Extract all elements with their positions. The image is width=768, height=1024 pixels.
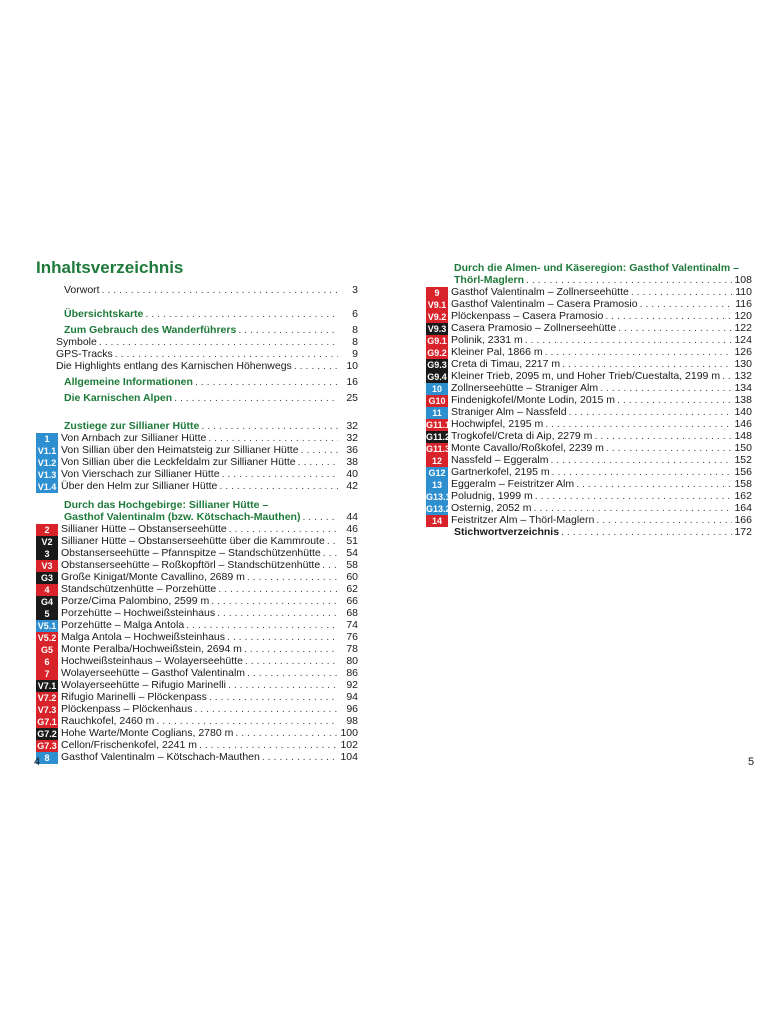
route-badge: V1.1 bbox=[37, 445, 57, 456]
toc-entry-title: Porzehütte – Hochweißsteinhaus bbox=[61, 607, 216, 619]
toc-entry-title: Cellon/Frischenkofel, 2241 m bbox=[61, 739, 197, 751]
toc-entry-title: Zollnerseehütte – Straniger Alm bbox=[451, 382, 599, 394]
toc-entry-title: Nassfeld – Eggeralm bbox=[451, 454, 549, 466]
route-badge: 9 bbox=[426, 287, 448, 299]
toc-entry-page: 60 bbox=[346, 571, 358, 583]
toc-entry-page: 120 bbox=[734, 310, 752, 322]
toc-entry-title: Rauchkofel, 2460 m bbox=[61, 715, 155, 727]
toc-entry-title: Von Sillian über die Leckfeldalm zur Sillianer Hütte bbox=[61, 456, 296, 468]
route-badge: 6 bbox=[36, 656, 58, 668]
toc-entry-title: Obstanserseehütte – Pfannspitze – Standschützenhütte bbox=[61, 547, 321, 559]
route-badge: V9.1 bbox=[427, 299, 447, 310]
toc-entry-title: Findenigkofel/Monte Lodin, 2015 m bbox=[451, 394, 616, 406]
toc-entry-title: Sillianer Hütte – Obstanserseehütte über die Kammroute bbox=[61, 535, 325, 547]
toc-entry-title: Monte Cavallo/Roßkofel, 2239 m bbox=[451, 442, 604, 454]
route-badge: V7.2 bbox=[37, 692, 57, 703]
route-badge: G3 bbox=[36, 572, 58, 584]
toc-entry-title: Über den Helm zur Sillianer Hütte bbox=[61, 480, 218, 492]
toc-entry-title: Durch die Almen- und Käseregion: Gasthof Valentinalm – bbox=[454, 262, 739, 274]
leader-dots bbox=[102, 284, 338, 297]
toc-entry-page: 86 bbox=[346, 667, 358, 679]
route-badge: G11.2 bbox=[426, 431, 451, 442]
toc-entry-page: 96 bbox=[346, 703, 358, 715]
toc-entry-page: 104 bbox=[340, 751, 358, 763]
toc-entry-title: Straniger Alm – Nassfeld bbox=[451, 406, 567, 418]
route-badge: V3 bbox=[36, 560, 58, 572]
toc-entry-title: Casera Pramosio – Zollnerseehütte bbox=[451, 322, 617, 334]
toc-entry-page: 3 bbox=[352, 284, 358, 296]
toc-entry-title: Sillianer Hütte – Obstanserseehütte bbox=[61, 523, 227, 535]
toc-entry-title: Gasthof Valentinalm – Casera Pramosio bbox=[451, 298, 638, 310]
toc-entry bbox=[36, 751, 358, 764]
toc-entry-page: 108 bbox=[734, 274, 752, 286]
route-badge: G9.3 bbox=[427, 359, 447, 370]
leader-dots bbox=[195, 376, 338, 389]
toc-entry-title: Hochwipfel, 2195 m bbox=[451, 418, 544, 430]
page-title: Inhaltsverzeichnis bbox=[36, 258, 184, 277]
toc-entry-title: Gartnerkofel, 2195 m bbox=[451, 466, 550, 478]
toc-entry-page: 8 bbox=[352, 336, 358, 348]
toc-entry-title: Allgemeine Informationen bbox=[64, 376, 193, 388]
toc-entry-title: Wolayerseehütte – Gasthof Valentinalm bbox=[61, 667, 246, 679]
leader-dots bbox=[219, 480, 338, 493]
page-number-left: 4 bbox=[34, 756, 41, 768]
route-badge: V5.1 bbox=[37, 620, 57, 631]
toc-entry-title: Feistritzer Alm – Thörl-Maglern bbox=[451, 514, 595, 526]
route-badge: G9.1 bbox=[427, 335, 447, 346]
toc-entry-page: 62 bbox=[346, 583, 358, 595]
toc-entry-page: 66 bbox=[346, 595, 358, 607]
route-badge: G4 bbox=[36, 596, 58, 608]
route-badge: G9.2 bbox=[427, 347, 447, 358]
toc-entry-page: 32 bbox=[346, 420, 358, 432]
toc-entry bbox=[56, 360, 358, 373]
page-number-right: 5 bbox=[748, 756, 755, 768]
route-badge: 3 bbox=[36, 548, 58, 560]
toc-entry-page: 10 bbox=[346, 360, 358, 372]
toc-entry-page: 42 bbox=[346, 480, 358, 492]
toc-entry-title: Gasthof Valentinalm – Kötschach-Mauthen bbox=[61, 751, 260, 763]
toc-entry-title: Große Kinigat/Monte Cavallino, 2689 m bbox=[61, 571, 245, 583]
route-badge: V1.2 bbox=[37, 457, 57, 468]
route-badge: 5 bbox=[36, 608, 58, 620]
toc-entry-page: 148 bbox=[734, 430, 752, 442]
toc-entry-title: Eggeralm – Feistritzer Alm bbox=[451, 478, 575, 490]
toc-entry-title: Hohe Warte/Monte Coglians, 2780 m bbox=[61, 727, 234, 739]
toc-entry-page: 134 bbox=[734, 382, 752, 394]
toc-entry-title: Übersichtskarte bbox=[64, 308, 144, 320]
route-badge: G7.1 bbox=[37, 716, 57, 727]
toc-entry-title: Stichwortverzeichnis bbox=[454, 526, 560, 538]
toc-entry-page: 78 bbox=[346, 643, 358, 655]
route-badge: 11 bbox=[426, 407, 448, 419]
toc-entry bbox=[64, 376, 358, 389]
toc-entry-title: Vorwort bbox=[64, 284, 100, 296]
leader-dots bbox=[262, 751, 338, 764]
toc-entry bbox=[64, 392, 358, 405]
toc-entry-title: Plöckenpass – Plöckenhaus bbox=[61, 703, 193, 715]
leader-dots bbox=[561, 526, 732, 539]
route-badge: 4 bbox=[36, 584, 58, 596]
toc-entry-title: Osternig, 2052 m bbox=[451, 502, 532, 514]
route-badge: V1.3 bbox=[37, 469, 57, 480]
toc-entry-title: Plöckenpass – Casera Pramosio bbox=[451, 310, 604, 322]
route-badge: V2 bbox=[36, 536, 58, 548]
toc-entry-page: 140 bbox=[734, 406, 752, 418]
toc-entry-page: 150 bbox=[734, 442, 752, 454]
toc-entry-page: 76 bbox=[346, 631, 358, 643]
route-badge: V7.1 bbox=[37, 680, 57, 691]
toc-entry-page: 8 bbox=[352, 324, 358, 336]
route-badge: 1 bbox=[36, 433, 58, 445]
toc-entry bbox=[64, 308, 358, 321]
route-badge: G9.4 bbox=[427, 371, 447, 382]
toc-entry-page: 36 bbox=[346, 444, 358, 456]
right-page bbox=[384, 0, 768, 1024]
route-badge: 7 bbox=[36, 668, 58, 680]
route-badge: V7.3 bbox=[37, 704, 57, 715]
toc-entry-title: Symbole bbox=[56, 336, 97, 348]
route-badge: 12 bbox=[426, 455, 448, 467]
route-badge: V5.2 bbox=[37, 632, 57, 643]
toc-entry-title: Porzehütte – Malga Antola bbox=[61, 619, 185, 631]
leader-dots bbox=[294, 360, 338, 373]
toc-entry-title: Gasthof Valentinalm – Zollnerseehütte bbox=[451, 286, 629, 298]
route-badge: 13 bbox=[426, 479, 448, 491]
toc-entry-title: Trogkofel/Creta di Aip, 2279 m bbox=[451, 430, 593, 442]
toc-entry-page: 130 bbox=[734, 358, 752, 370]
toc-entry-title: Gasthof Valentinalm (bzw. Kötschach-Mauthen) bbox=[64, 511, 301, 523]
leader-dots bbox=[145, 308, 338, 321]
route-badge: V9.2 bbox=[427, 311, 447, 322]
toc-entry-page: 6 bbox=[352, 308, 358, 320]
toc-entry-page: 54 bbox=[346, 547, 358, 559]
toc-entry-page: 158 bbox=[734, 478, 752, 490]
toc-entry-title: Standschützenhütte – Porzehütte bbox=[61, 583, 217, 595]
toc-entry bbox=[454, 526, 752, 539]
toc-entry-page: 40 bbox=[346, 468, 358, 480]
toc-entry-page: 138 bbox=[734, 394, 752, 406]
toc-entry-page: 98 bbox=[346, 715, 358, 727]
toc-entry-page: 126 bbox=[734, 346, 752, 358]
toc-entry-page: 102 bbox=[340, 739, 358, 751]
toc-entry-title: Polinik, 2331 m bbox=[451, 334, 523, 346]
toc-entry-page: 32 bbox=[346, 432, 358, 444]
route-badge: G12 bbox=[426, 467, 448, 479]
route-badge: G10 bbox=[426, 395, 448, 407]
toc-entry-title: Durch das Hochgebirge: Sillianer Hütte – bbox=[64, 499, 269, 511]
route-badge: V9.3 bbox=[427, 323, 447, 334]
route-badge: 2 bbox=[36, 524, 58, 536]
toc-entry-page: 38 bbox=[346, 456, 358, 468]
toc-entry-title: Poludnig, 1999 m bbox=[451, 490, 533, 502]
toc-entry-title: Malga Antola – Hochweißsteinhaus bbox=[61, 631, 226, 643]
toc-entry-title: Porze/Cima Palombino, 2599 m bbox=[61, 595, 210, 607]
toc-entry-page: 172 bbox=[734, 526, 752, 538]
toc-entry-page: 164 bbox=[734, 502, 752, 514]
toc-entry-page: 162 bbox=[734, 490, 752, 502]
toc-entry-page: 74 bbox=[346, 619, 358, 631]
toc-entry-title: GPS-Tracks bbox=[56, 348, 113, 360]
toc-entry-page: 16 bbox=[346, 376, 358, 388]
toc-entry-title: Die Highlights entlang des Karnischen Höhenwegs bbox=[56, 360, 292, 372]
toc-entry bbox=[64, 284, 358, 297]
toc-entry-title: Zustiege zur Sillianer Hütte bbox=[64, 420, 200, 432]
toc-entry-title: Obstanserseehütte – Roßkopftörl – Standschützenhütte bbox=[61, 559, 321, 571]
toc-entry-page: 124 bbox=[734, 334, 752, 346]
toc-entry-page: 25 bbox=[346, 392, 358, 404]
toc-entry-title: Creta di Timau, 2217 m bbox=[451, 358, 561, 370]
route-badge: G7.2 bbox=[37, 728, 57, 739]
route-badge: 10 bbox=[426, 383, 448, 395]
toc-entry-page: 132 bbox=[734, 370, 752, 382]
toc-entry-title: Monte Peralba/Hochweißstein, 2694 m bbox=[61, 643, 242, 655]
toc-entry-page: 166 bbox=[734, 514, 752, 526]
toc-entry-title: Kleiner Pal, 1866 m bbox=[451, 346, 543, 358]
toc-entry-title: Zum Gebrauch des Wanderführers bbox=[64, 324, 237, 336]
toc-entry bbox=[36, 480, 358, 493]
route-badge: G5 bbox=[36, 644, 58, 656]
toc-entry-page: 156 bbox=[734, 466, 752, 478]
toc-entry-page: 44 bbox=[346, 511, 358, 523]
toc-entry-page: 116 bbox=[735, 298, 752, 310]
toc-entry-page: 100 bbox=[340, 727, 358, 739]
toc-entry-title: Thörl-Maglern bbox=[454, 274, 524, 286]
toc-entry-page: 51 bbox=[346, 535, 358, 547]
toc-entry-page: 146 bbox=[734, 418, 752, 430]
toc-entry-title: Von Sillian über den Heimatsteig zur Sillianer Hütte bbox=[61, 444, 299, 456]
toc-entry-page: 110 bbox=[735, 286, 752, 298]
toc-entry-page: 80 bbox=[346, 655, 358, 667]
toc-entry-page: 122 bbox=[734, 322, 752, 334]
toc-entry-page: 94 bbox=[346, 691, 358, 703]
route-badge: G13.2 bbox=[426, 503, 451, 514]
toc-entry-title: Kleiner Trieb, 2095 m, und Hoher Trieb/Cuestalta, 2199 m bbox=[451, 370, 721, 382]
toc-entry-title: Wolayerseehütte – Rifugio Marinelli bbox=[61, 679, 226, 691]
route-badge: V1.4 bbox=[37, 481, 57, 492]
toc-entry-title: Von Vierschach zur Sillianer Hütte bbox=[61, 468, 220, 480]
route-badge: G11.3 bbox=[426, 443, 451, 454]
toc-entry-page: 9 bbox=[352, 348, 358, 360]
toc-entry-page: 68 bbox=[346, 607, 358, 619]
toc-entry-page: 46 bbox=[346, 523, 358, 535]
toc-entry-page: 58 bbox=[346, 559, 358, 571]
route-badge: 8 bbox=[36, 752, 58, 764]
route-badge: G13.1 bbox=[426, 491, 451, 502]
toc-entry-title: Von Arnbach zur Sillianer Hütte bbox=[61, 432, 207, 444]
route-badge: G7.3 bbox=[37, 740, 57, 751]
route-badge: G11.1 bbox=[426, 419, 451, 430]
leader-dots bbox=[174, 392, 338, 405]
toc-entry-page: 92 bbox=[346, 679, 358, 691]
toc-entry-title: Rifugio Marinelli – Plöckenpass bbox=[61, 691, 207, 703]
route-badge: 14 bbox=[426, 515, 448, 527]
toc-entry-title: Hochweißsteinhaus – Wolayerseehütte bbox=[61, 655, 243, 667]
toc-entry-title: Die Karnischen Alpen bbox=[64, 392, 173, 404]
toc-entry-page: 152 bbox=[734, 454, 752, 466]
